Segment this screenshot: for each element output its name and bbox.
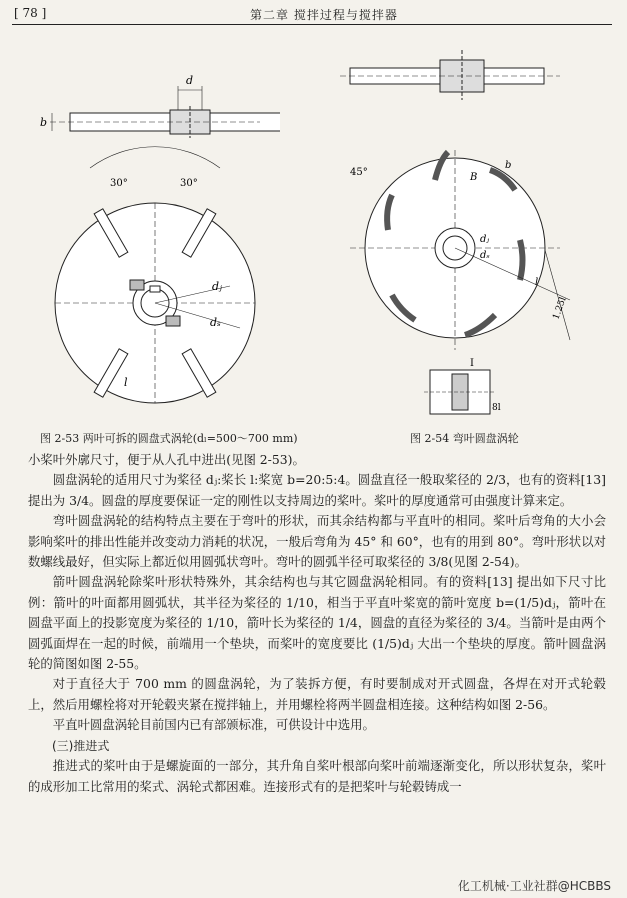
chapter-title: 第二章 搅拌过程与搅拌器 xyxy=(250,8,398,22)
figure-2-54-drawing xyxy=(330,40,600,425)
dim-dj: dⱼ xyxy=(212,280,222,293)
label-b: b xyxy=(505,160,512,171)
label-I: I xyxy=(470,358,474,369)
watermark: 化工机械·工业社群@HCBBS xyxy=(457,879,611,893)
caption-2-53: 图 2-53 两叶可拆的圆盘式涡轮(dₗ=500～700 mm) xyxy=(40,432,298,445)
angle-45: 45° xyxy=(350,167,368,178)
dim-ds: dₛ xyxy=(210,316,221,329)
dim-d: d xyxy=(186,74,194,87)
angle-left: 30° xyxy=(110,178,128,189)
dim-l: l xyxy=(124,376,128,389)
label-8l: 8l xyxy=(492,403,501,413)
figure-2-53 xyxy=(30,58,280,428)
label-ds: dₛ xyxy=(480,250,490,261)
figure-2-54 xyxy=(330,40,600,425)
paragraph-7: 推进式的桨叶由于是螺旋面的一部分，其升角自桨叶根部向桨叶前端逐渐变化，所以形状复杂，桨叶的成形加工比常用的桨式、涡轮式都困难。连接形式有的是把桨叶与轮毂铸成一 xyxy=(28,758,606,794)
paragraph-4: 箭叶圆盘涡轮除桨叶形状特殊外，其余结构也与其它圆盘涡轮相同。有的资料[13] 提出如下尺寸比例：箭叶的叶面都用圆弧状，其半径为桨径的 1/10，相当于平直叶桨宽的箭叶宽度 b=(1/5)dⱼ，箭叶在圆盘平面上的投影宽度为桨径的 1/10，箭叶长为桨径的 1/4，圆盘的直径为桨径的 3/4。当箭叶是由两个圆弧面焊在一起的时候，前端用一个垫块，而桨叶的宽度要比 (1/5)dⱼ 大出一个垫块的厚度。箭叶圆盘涡轮的简图如图 2-55。 xyxy=(28,574,606,672)
header-rule xyxy=(12,24,612,25)
section-heading: (三)推进式 xyxy=(52,738,110,753)
page-number: [ 78 ] xyxy=(14,6,47,20)
angle-right: 30° xyxy=(180,178,198,189)
dim-b: b xyxy=(40,116,48,129)
label-l: l xyxy=(535,277,539,288)
paragraph-3: 弯叶圆盘涡轮的结构特点主要在于弯叶的形状，而其余结构都与平直叶的相同。桨叶后弯角的大小会影响桨叶的排出性能并改变动力消耗的状况，一般后弯角为 45° 和 60°，也有的用到 80°。弯叶形状以对数螺线最好，但实际上都近似用圆弧状弯叶。弯叶的圆弧半径可取桨径的 3/8(见图 2-54)。 xyxy=(28,513,606,570)
caption-2-54: 图 2-54 弯叶圆盘涡轮 xyxy=(410,432,519,445)
page-header xyxy=(0,6,627,24)
body-text xyxy=(28,450,606,797)
label-B: B xyxy=(470,172,478,183)
paragraph-1: 小桨叶外廓尺寸，便于从人孔中进出(见图 2-53)。 xyxy=(28,452,305,467)
paragraph-2: 圆盘涡轮的适用尺寸为桨径 dⱼ:桨长 l:桨宽 b=20:5:4。圆盘直径一般取桨径的 2/3，也有的资料[13] 提出为 3/4。圆盘的厚度要保证一定的刚性以支持周边的桨叶。桨叶的厚度通常可由强度计算来定。 xyxy=(28,472,606,508)
label-radius: 1.25l xyxy=(551,296,569,322)
paragraph-6: 平直叶圆盘涡轮目前国内已有部颁标准，可供设计中选用。 xyxy=(52,717,375,733)
paragraph-5: 对于直径大于 700 mm 的圆盘涡轮，为了装拆方便，有时要制成对开式圆盘，各焊在对开式轮毂上，然后用螺栓将对开轮毂夹紧在搅拌轴上，并用螺栓将两半圆盘相连接。这种结构如图 2-56。 xyxy=(28,676,606,712)
label-dj: dⱼ xyxy=(480,234,490,245)
figure-2-53-drawing xyxy=(30,58,280,428)
